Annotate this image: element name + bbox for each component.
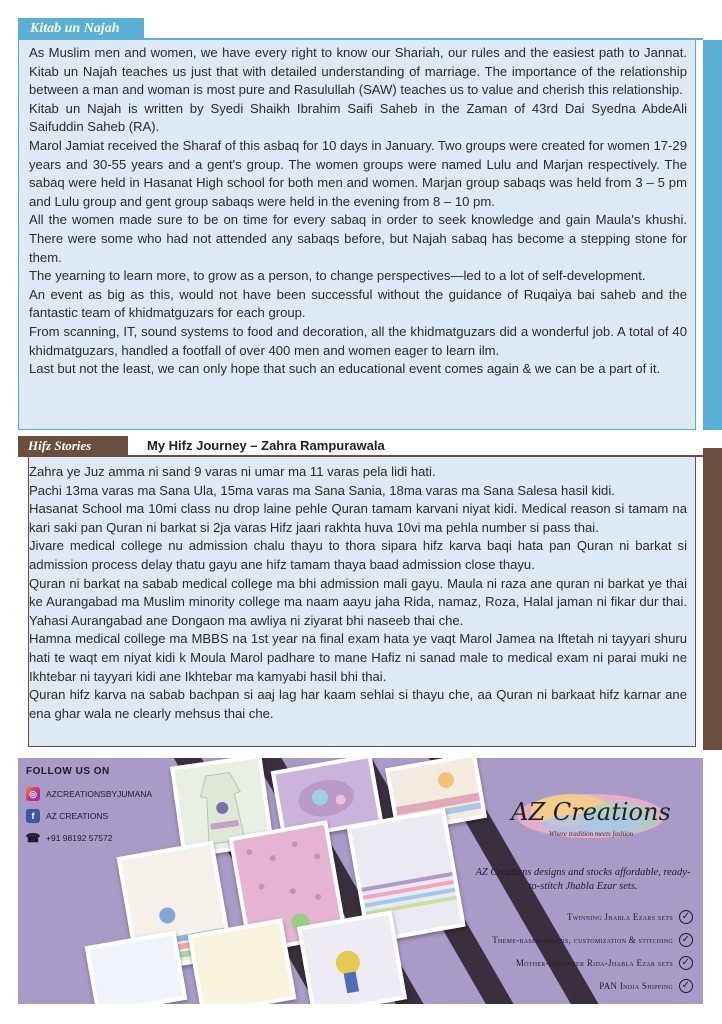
instagram-handle[interactable] — [26, 787, 152, 801]
section-tab-hifz-stories: Hifz Stories — [18, 436, 128, 456]
az-creations-advertisement — [18, 758, 703, 1004]
article-paragraph: Quran hifz karva na sabab bachpan si aaj lag har kaam sehlai si thayu che, aa Quran ni barkaat hifz karnar ane ena ghar wala ne clearly mehsus thai che. — [29, 687, 687, 721]
check-icon: ✓ — [679, 933, 693, 947]
article-paragraph: Kitab un Najah is written by Syedi Shaikh Ibrahim Saifi Saheb in the Zaman of 43rd Dai Syedna AbdeAli Saifuddin Saheb (RA). — [29, 100, 687, 135]
article-paragraph: Jivare medical college nu admission chalu thayu to thora sipara hifz karva baqi hata pan Quran ni barkat si admission process delay thatu gayu ane hifz tamam thaya baad admission close thayu. — [29, 538, 687, 572]
article-paragraph: Hasanat School ma 10mi class nu drop laine pehle Quran tamam karvani niyat kidi. Medical reason si tamam na kari saki pan Quran ni barkat si 2ja varas Hifz jaari rakhta huva 10vi ma pehla number si pass thai. — [29, 501, 687, 535]
article-paragraph: From scanning, IT, sound systems to food and decoration, all the khidmatguzars did a wonderful job. A total of 40 khidmatguzars, handled a footfall of over 400 men and women eager to learn ilm. — [29, 323, 687, 358]
phone-icon: ☎ — [25, 831, 41, 845]
feature-label: PAN India Shipping — [599, 981, 673, 991]
article-paragraph: Hamna medical college ma MBBS na 1st year na final exam hata ye vaqt Marol Jamea na Iftetah ni tayyari shuru hati te waqt em niyat kidi k Moula Marol padhare to mane Hafiz ni sanad male to medical exam ni parai muki ne Ikhtebar ni tayyari kidi ane Ikhtebar ma kamyabi hasil bhi thai. — [29, 631, 687, 684]
article-paragraph: All the women made sure to be on time for every sabaq in order to seek knowledge and gain Maula's khushi. There were some who had not attended any sabaqs before, but Najah sabaq has become a stepping stone for them. — [29, 212, 687, 265]
article-title: My Hifz Journey – Zahra Rampurawala — [147, 438, 385, 453]
edge-stripe-brown — [703, 448, 722, 750]
section-tab-kitab-un-najah: Kitab un Najah — [18, 18, 144, 39]
phone-label: +91 98192 57572 — [46, 833, 113, 843]
facebook-icon: f — [26, 809, 40, 823]
phone-contact[interactable] — [26, 831, 112, 845]
feature-label: Theme-based orders, customization & stitching — [492, 935, 673, 945]
article-paragraph: As Muslim men and women, we have every right to know our Shariah, our rules and the easiest path to Jannat. Kitab un Najah teaches us just that with detailed understanding of marriage. The importance of the relationship between a man and woman is most pure and Rasulullah (SAW) teaches us to value and cherish this relationship. — [29, 45, 687, 98]
kitab-un-najah-article — [18, 38, 696, 430]
follow-us-heading: FOLLOW US ON — [26, 766, 110, 777]
check-icon: ✓ — [679, 910, 693, 924]
instagram-label: AZCREATIONSBYJUMANA — [46, 789, 153, 799]
logo-text: AZ Creations — [511, 798, 671, 826]
product-photo — [297, 910, 407, 1004]
article-paragraph: Pachi 13ma varas ma Sana Ula, 15ma varas ma Sana Sania, 18ma varas ma Sana Salesa hasil kidi. — [29, 482, 615, 498]
ad-description: AZ Creations designs and stocks affordable, ready-to-stitch Jhabla Ezar sets. — [475, 867, 691, 892]
fabric-illustration — [302, 915, 403, 1004]
logo-tagline: Where tradition meets fashion — [548, 830, 634, 838]
article-paragraph: Quran ni barkat na sabab medical college ma bhi admission mali gayu. Maula ni raza ane quran ni barkat ye thai ke Aurangabad ma Muslim minority college ma naam aayu jaha Rida, namaz, Roza, Halal jaman ni fikar dur thai. Yahasi Aurangabad ane Dongaon ma awliya ni ziyarat bhi naseeb thai che. — [29, 575, 687, 628]
product-photo — [85, 931, 188, 1004]
article-paragraph: The yearning to learn more, to grow as a person, to change perspectives—led to a lot of self-development. — [29, 268, 646, 284]
feature-item — [492, 933, 693, 947]
hifz-story-article — [28, 457, 696, 747]
article-paragraph: Marol Jamiat received the Sharaf of this asbaq for 10 days in January. Two groups were created for women 17-29 years and 30-55 years and a gent's group. The women groups were named Lulu and Marjan respectively. The sabaq were held in Hasanat High school for both men and women. Marjan group sabaqs was held from 3 – 5 pm and Lulu group and gent group sabaqs were held in the evening from 8 – 10 pm. — [29, 137, 687, 209]
product-photo — [188, 918, 297, 1004]
az-creations-logo — [511, 780, 671, 860]
facebook-handle[interactable] — [26, 809, 108, 823]
feature-item — [599, 979, 693, 993]
edge-stripe-blue — [703, 40, 722, 430]
feature-label: Mother-daughter Rida-Jhabla Ezar sets — [515, 958, 673, 968]
instagram-icon: ◎ — [26, 787, 40, 801]
check-icon: ✓ — [679, 979, 693, 993]
feature-item — [516, 956, 693, 970]
facebook-label: AZ CREATIONS — [46, 811, 109, 821]
feature-label: Twinning Jhabla Ezars sets — [566, 912, 673, 922]
check-icon: ✓ — [679, 956, 693, 970]
article-paragraph: An event as big as this, would not have been successful without the guidance of Ruqaiya bai saheb and the fantastic team of khidmatguzars for each group. — [29, 286, 687, 321]
article-paragraph: Zahra ye Juz amma ni sand 9 varas ni umar ma 11 varas pela lidi hati. — [29, 464, 436, 479]
article-paragraph: Last but not the least, we can only hope that such an educational event comes again & we can be a part of it. — [29, 361, 661, 377]
feature-item — [567, 910, 693, 924]
